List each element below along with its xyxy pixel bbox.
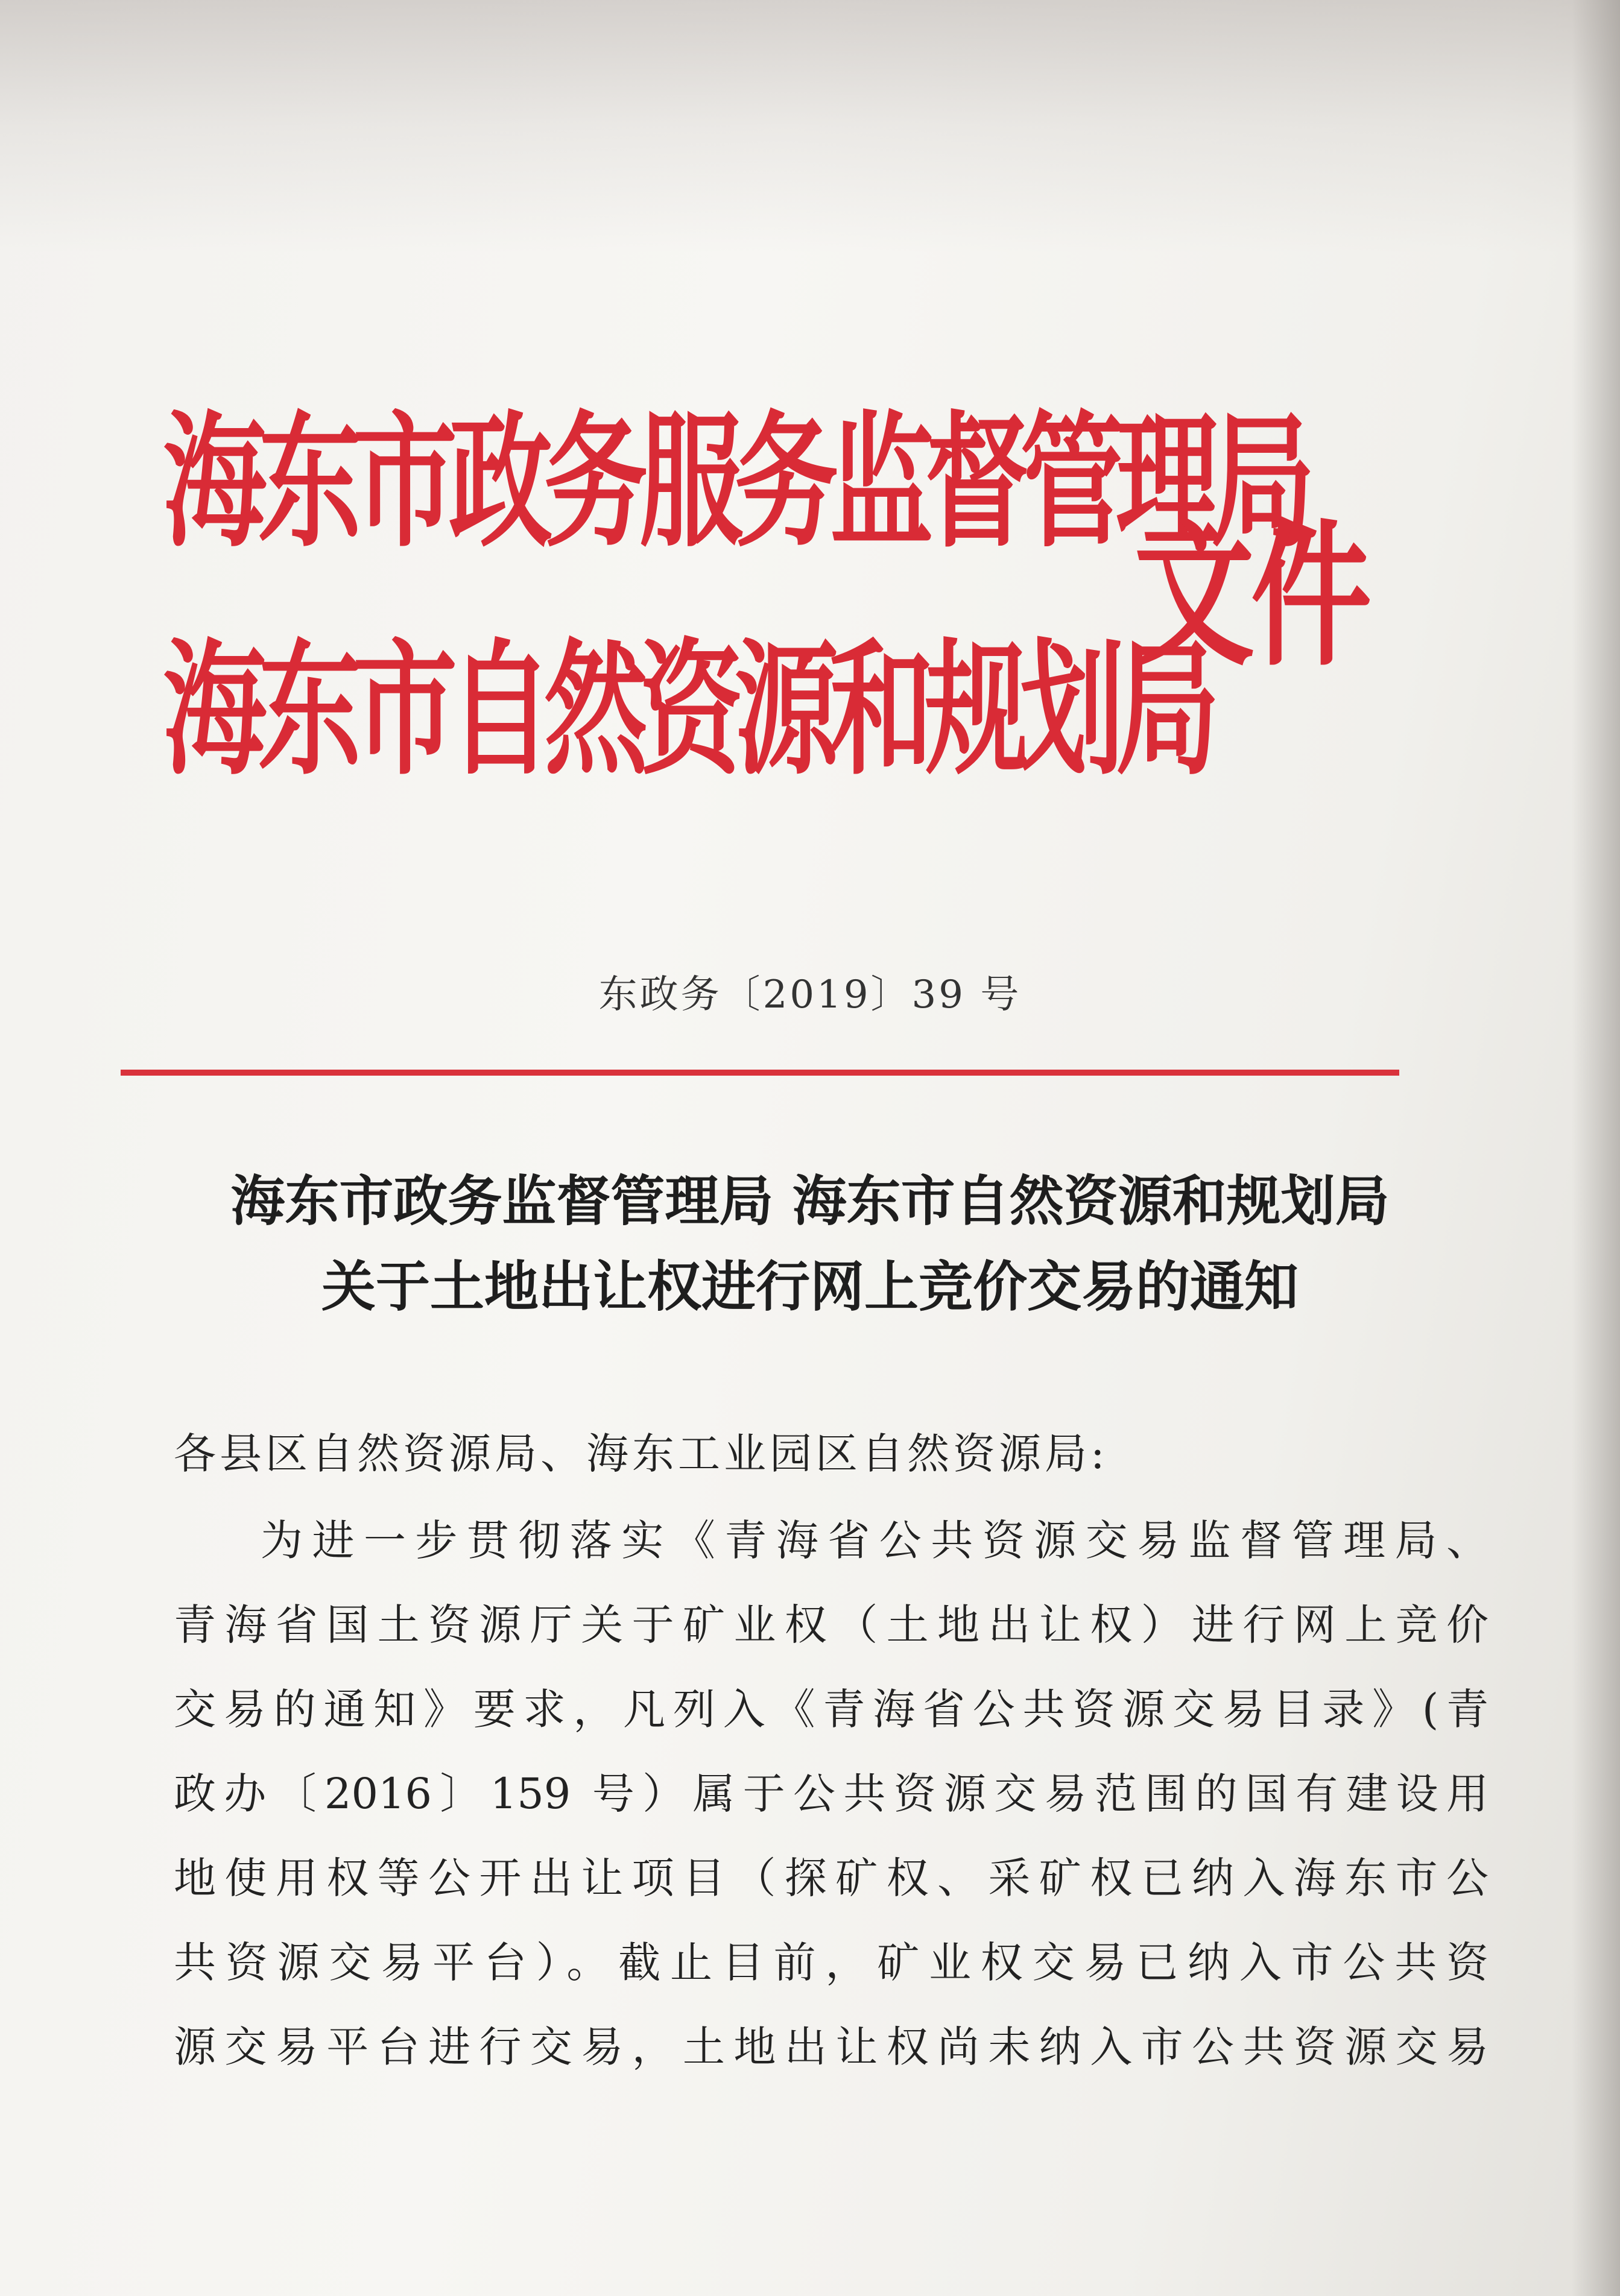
- red-divider: [121, 1070, 1399, 1076]
- document-type-label: 文件: [1134, 505, 1368, 688]
- body-line: 地使用权等公开出让项目（探矿权、采矿权已纳入海东市公: [174, 1853, 1489, 1903]
- page-edge-shadow: [1572, 0, 1620, 2296]
- body-line: 共资源交易平台）。截止目前，矿业权交易已纳入市公共资: [174, 1938, 1489, 1987]
- document-number: 东政务〔2019〕39 号: [598, 973, 1022, 1017]
- notice-title-line-2: 关于土地出让权进行网上竞价交易的通知: [321, 1255, 1299, 1319]
- page-shadow: [0, 0, 1620, 253]
- notice-title-line-1: 海东市政务监督管理局 海东市自然资源和规划局: [230, 1170, 1390, 1233]
- body-line: 青海省国土资源厅关于矿业权（土地出让权）进行网上竞价: [174, 1600, 1489, 1650]
- body-line: 政办〔2016〕159 号）属于公共资源交易范围的国有建设用: [174, 1769, 1489, 1818]
- body-line: 交易的通知》要求，凡列入《青海省公共资源交易目录》(青: [174, 1685, 1489, 1734]
- issuing-org-line-1: 海东市政务服务监督管理局: [163, 397, 1306, 567]
- issuing-org-line-2: 海东市自然资源和规划局: [163, 625, 1211, 795]
- body-line: 源交易平台进行交易，土地出让权尚未纳入市公共资源交易: [174, 2022, 1489, 2072]
- body-line: 为进一步贯彻落实《青海省公共资源交易监督管理局、: [261, 1516, 1489, 1565]
- addressee: 各县区自然资源局、海东工业园区自然资源局:: [174, 1429, 1109, 1478]
